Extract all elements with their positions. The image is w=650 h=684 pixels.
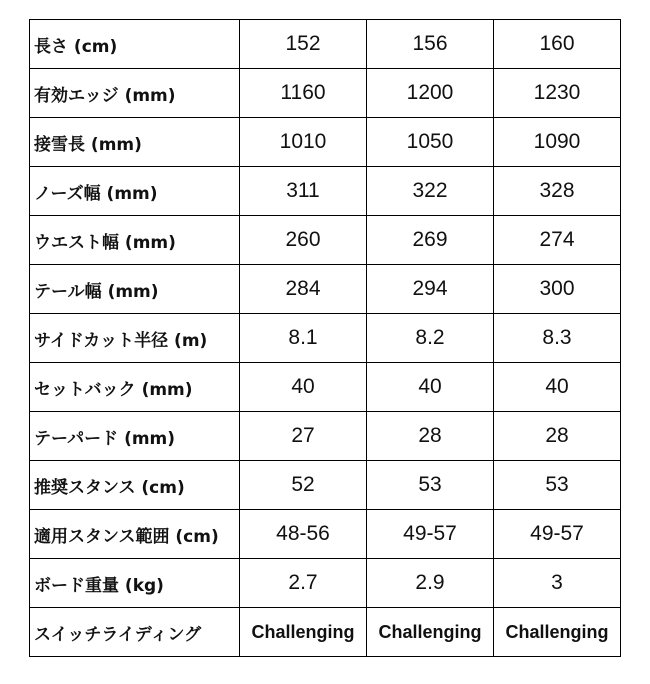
table-row bbox=[30, 20, 621, 69]
table-row bbox=[30, 559, 621, 608]
table-cell: 322 bbox=[367, 167, 494, 216]
table-row bbox=[30, 216, 621, 265]
table-cell: Challenging bbox=[240, 608, 367, 657]
table-cell: 52 bbox=[240, 461, 367, 510]
row-label: 有効エッジ (mm) bbox=[30, 69, 240, 118]
row-label: 接雪長 (mm) bbox=[30, 118, 240, 167]
table-cell: 3 bbox=[494, 559, 621, 608]
table-cell: 152 bbox=[240, 20, 367, 69]
table-cell: 49-57 bbox=[367, 510, 494, 559]
table-row bbox=[30, 363, 621, 412]
spec-table bbox=[29, 19, 621, 657]
table-row bbox=[30, 608, 621, 657]
table-cell: 2.9 bbox=[367, 559, 494, 608]
table-row bbox=[30, 167, 621, 216]
table-cell: 294 bbox=[367, 265, 494, 314]
row-label: ボード重量 (kg) bbox=[30, 559, 240, 608]
table-cell: 1010 bbox=[240, 118, 367, 167]
table-cell: 40 bbox=[494, 363, 621, 412]
table-cell: Challenging bbox=[494, 608, 621, 657]
row-label: 適用スタンス範囲 (cm) bbox=[30, 510, 240, 559]
table-cell: 300 bbox=[494, 265, 621, 314]
row-label: サイドカット半径 (m) bbox=[30, 314, 240, 363]
row-label: スイッチライディング bbox=[30, 608, 240, 657]
table-cell: 40 bbox=[240, 363, 367, 412]
row-label: セットバック (mm) bbox=[30, 363, 240, 412]
table-row bbox=[30, 314, 621, 363]
table-cell: 8.1 bbox=[240, 314, 367, 363]
table-cell: 284 bbox=[240, 265, 367, 314]
row-label: ノーズ幅 (mm) bbox=[30, 167, 240, 216]
table-row bbox=[30, 461, 621, 510]
table-row bbox=[30, 412, 621, 461]
table-row bbox=[30, 265, 621, 314]
row-label: ウエスト幅 (mm) bbox=[30, 216, 240, 265]
spec-table-body bbox=[30, 20, 621, 657]
table-cell: 53 bbox=[494, 461, 621, 510]
table-cell: 160 bbox=[494, 20, 621, 69]
table-cell: 1230 bbox=[494, 69, 621, 118]
table-cell: 311 bbox=[240, 167, 367, 216]
table-cell: 1200 bbox=[367, 69, 494, 118]
table-cell: 40 bbox=[367, 363, 494, 412]
table-cell: 1050 bbox=[367, 118, 494, 167]
table-cell: 274 bbox=[494, 216, 621, 265]
table-row bbox=[30, 510, 621, 559]
table-row bbox=[30, 69, 621, 118]
table-cell: 2.7 bbox=[240, 559, 367, 608]
table-cell: 1160 bbox=[240, 69, 367, 118]
table-cell: 8.3 bbox=[494, 314, 621, 363]
table-cell: 269 bbox=[367, 216, 494, 265]
table-cell: Challenging bbox=[367, 608, 494, 657]
row-label: 推奨スタンス (cm) bbox=[30, 461, 240, 510]
table-cell: 53 bbox=[367, 461, 494, 510]
row-label: テール幅 (mm) bbox=[30, 265, 240, 314]
table-cell: 48-56 bbox=[240, 510, 367, 559]
table-cell: 49-57 bbox=[494, 510, 621, 559]
table-cell: 27 bbox=[240, 412, 367, 461]
table-cell: 260 bbox=[240, 216, 367, 265]
table-cell: 28 bbox=[367, 412, 494, 461]
table-cell: 328 bbox=[494, 167, 621, 216]
table-row bbox=[30, 118, 621, 167]
table-cell: 28 bbox=[494, 412, 621, 461]
row-label: テーパード (mm) bbox=[30, 412, 240, 461]
row-label: 長さ (cm) bbox=[30, 20, 240, 69]
table-cell: 1090 bbox=[494, 118, 621, 167]
table-cell: 156 bbox=[367, 20, 494, 69]
table-cell: 8.2 bbox=[367, 314, 494, 363]
